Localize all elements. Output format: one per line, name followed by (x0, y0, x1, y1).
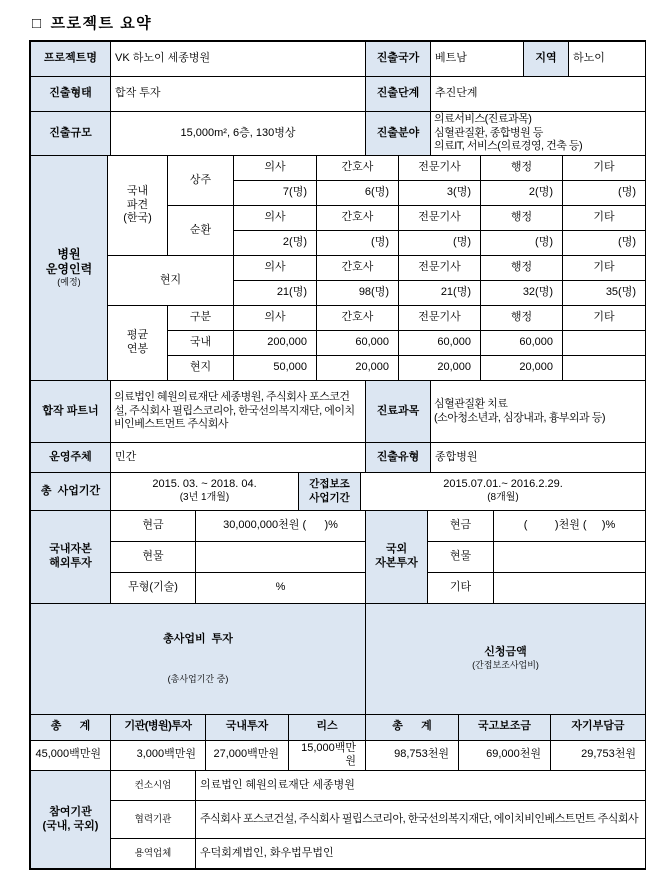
participants-row-consortium (31, 771, 646, 801)
salary-local-value: 50,000 (234, 356, 317, 381)
service-value: 우덕회계법인, 화우법무법인 (196, 839, 646, 869)
entry-type-label: 진출형태 (31, 77, 111, 112)
domestic-cash-value: 30,000,000천원 ( )% (196, 511, 366, 542)
col-header-doctor: 의사 (234, 156, 317, 181)
personnel-group-line2: 운영인력 (45, 262, 93, 277)
foreign-etc-label: 기타 (428, 573, 494, 604)
dept-label: 진료과목 (366, 381, 431, 443)
personnel-group-label (31, 156, 108, 381)
total-budget-note: (총사업기간 중) (167, 673, 229, 684)
field-line: 의료IT, 서비스(의료경영, 건축 등) (434, 140, 583, 153)
salary-type-label: 구분 (168, 306, 234, 331)
foreign-etc-value (494, 573, 646, 604)
dept-value (431, 381, 646, 443)
salary-domestic-value: 60,000 (481, 331, 563, 356)
field-line: 의료서비스(진료과목) (434, 112, 532, 125)
col-header-technician: 전문기사 (399, 306, 481, 331)
salary-label-line: 평균 (126, 329, 149, 342)
summary-table (29, 40, 646, 870)
salary-label (108, 306, 168, 381)
salary-label-line: 연봉 (126, 343, 149, 355)
budget-col-lease: 리스 (289, 714, 366, 740)
participants-label-line: (국내, 국외) (42, 819, 99, 832)
budget-col-domestic: 국내투자 (206, 714, 289, 740)
partner-label: 합작 파트너 (31, 381, 111, 443)
participants-label-line: 참여기관 (49, 805, 92, 818)
participants-row-cooperators (31, 801, 646, 839)
foreign-capital-line: 자본투자 (375, 557, 418, 569)
foreign-capital-line: 국외 (385, 543, 408, 556)
col-header-admin: 행정 (481, 256, 563, 281)
period-label: 총 사업기간 (31, 473, 111, 511)
entry-stage-label: 진출단계 (366, 77, 431, 112)
operator-label: 운영주체 (31, 443, 111, 473)
salary-domestic-value: 60,000 (399, 331, 481, 356)
row-period (31, 473, 646, 511)
local-value: 32(명) (481, 281, 563, 306)
indirect-period-note: (8개월) (487, 492, 519, 504)
budget-value: 29,753천원 (551, 740, 646, 771)
personnel-header-row (31, 156, 646, 181)
country-label: 진출국가 (366, 42, 431, 77)
budget-value: 3,000백만원 (111, 740, 206, 771)
local-value: 98(명) (317, 281, 399, 306)
personnel-group-line1: 병원 (57, 247, 81, 262)
row-partner (31, 381, 646, 443)
indirect-period-label-line: 간접보조 (309, 478, 350, 491)
period-table (30, 472, 646, 511)
col-header-doctor: 의사 (234, 256, 317, 281)
budget-value: 69,000천원 (459, 740, 551, 771)
budget-col-subsidy: 국고보조금 (459, 714, 551, 740)
col-header-etc: 기타 (563, 206, 646, 231)
project-name-value: VK 하노이 세종병원 (111, 42, 366, 77)
budget-value: 27,000백만원 (206, 740, 289, 771)
entry-stage-value: 추진단계 (431, 77, 646, 112)
row-scale (31, 112, 646, 156)
dispatch-line: (한국) (123, 212, 152, 225)
rotation-value: (명) (563, 231, 646, 256)
domestic-inkind-value (196, 542, 366, 573)
foreign-cash-label: 현금 (428, 511, 494, 542)
rotation-value: 2(명) (234, 231, 317, 256)
domestic-inkind-label: 현물 (111, 542, 196, 573)
partner-value: 의료법인 혜원의료재단 세종병원, 주식회사 포스코건설, 주식회사 필립스코리아, 한국선의복지재단, 에이치비인베스트먼트 주식회사 (111, 381, 366, 443)
page-title-text: 프로젝트 요약 (50, 15, 153, 32)
row-entry-type (31, 77, 646, 112)
col-header-doctor: 의사 (234, 306, 317, 331)
project-name-label: 프로젝트명 (31, 42, 111, 77)
period-note: (3년 1개월) (179, 492, 230, 504)
period-value (111, 473, 299, 511)
budget-value: 15,000백만원 (289, 740, 366, 771)
indirect-period-dates: 2015.07.01.~ 2016.2.29. (443, 478, 563, 491)
col-header-doctor: 의사 (234, 206, 317, 231)
dept-line: (소아청소년과, 심장내과, 흉부외과 등) (434, 411, 605, 424)
period-dates: 2015. 03. ~ 2018. 04. (152, 478, 257, 491)
field-label: 진출분야 (366, 112, 431, 156)
domestic-capital-label (31, 511, 111, 604)
indirect-period-value (361, 473, 646, 511)
dept-line: 심혈관질환 치료 (434, 397, 508, 410)
budget-col-hospital: 기관(병원)투자 (111, 714, 206, 740)
entry-kind-value: 종합병원 (431, 443, 646, 473)
resident-value: 6(명) (317, 181, 399, 206)
checkbox-icon: □ (32, 15, 43, 32)
col-header-etc: 기타 (563, 156, 646, 181)
salary-domestic-value: 60,000 (317, 331, 399, 356)
salary-domestic-value: 200,000 (234, 331, 317, 356)
personnel-table (30, 155, 646, 381)
scale-value: 15,000m², 6층, 130병상 (111, 112, 366, 156)
request-header (366, 604, 646, 715)
budget-section-headers (31, 604, 646, 715)
budget-table (30, 603, 646, 771)
country-value: 베트남 (431, 42, 524, 77)
budget-col-self: 자기부담금 (551, 714, 646, 740)
participants-label (31, 771, 111, 869)
total-budget-header (31, 604, 366, 715)
field-line: 심혈관질환, 종합병원 등 (434, 126, 543, 139)
domestic-intangible-value: % (196, 573, 366, 604)
local-value: 35(명) (563, 281, 646, 306)
consortium-value: 의료법인 혜원의료재단 세종병원 (196, 771, 646, 801)
foreign-cash-value: ( )천원 ( )% (494, 511, 646, 542)
rotation-value: (명) (317, 231, 399, 256)
capital-row-intangible (31, 573, 646, 604)
budget-col-request-total: 총 계 (366, 714, 459, 740)
foreign-inkind-label: 현물 (428, 542, 494, 573)
participants-row-service (31, 839, 646, 869)
col-header-technician: 전문기사 (399, 206, 481, 231)
capital-row-inkind (31, 542, 646, 573)
participants-table (30, 770, 646, 869)
consortium-label: 컨소시엄 (111, 771, 196, 801)
col-header-nurse: 간호사 (317, 256, 399, 281)
salary-local-value: 20,000 (317, 356, 399, 381)
col-header-technician: 전문기사 (399, 256, 481, 281)
total-budget-title: 총사업비 투자 (163, 632, 233, 645)
overview-table (30, 41, 646, 156)
col-header-technician: 전문기사 (399, 156, 481, 181)
local-value: 21(명) (234, 281, 317, 306)
personnel-group-note: (예정) (57, 277, 81, 288)
cooperators-value: 주식회사 포스코건설, 주식회사 필립스코리아, 한국선의복지재단, 에이치비인베스트먼트 주식회사 (196, 801, 646, 839)
domestic-capital-line: 국내자본 (49, 543, 92, 556)
resident-value: 2(명) (481, 181, 563, 206)
resident-label: 상주 (168, 156, 234, 206)
domestic-cash-label: 현금 (111, 511, 196, 542)
col-header-etc: 기타 (563, 306, 646, 331)
col-header-nurse: 간호사 (317, 206, 399, 231)
dispatch-line: 파견 (126, 198, 149, 211)
region-label: 지역 (524, 42, 569, 77)
rotation-label: 순환 (168, 206, 234, 256)
service-label: 용역업체 (111, 839, 196, 869)
salary-local-value: 20,000 (399, 356, 481, 381)
scale-label: 진출규모 (31, 112, 111, 156)
budget-col-total: 총 계 (31, 714, 111, 740)
page-title (32, 12, 152, 33)
salary-local-value: 20,000 (481, 356, 563, 381)
row-project (31, 42, 646, 77)
col-header-nurse: 간호사 (317, 156, 399, 181)
resident-value: 3(명) (399, 181, 481, 206)
request-note: (간접보조사업비) (472, 660, 539, 670)
field-value (431, 112, 646, 156)
rotation-value: (명) (481, 231, 563, 256)
indirect-period-label-line: 사업기간 (309, 491, 350, 504)
cooperators-label: 협력기관 (111, 801, 196, 839)
indirect-period-label (299, 473, 361, 511)
entry-type-value: 합작 투자 (111, 77, 366, 112)
budget-column-headers (31, 714, 646, 740)
local-label: 현지 (108, 256, 234, 306)
partner-table (30, 380, 646, 473)
budget-values-row (31, 740, 646, 771)
rotation-value: (명) (399, 231, 481, 256)
resident-value: (명) (563, 181, 646, 206)
region-value: 하노이 (569, 42, 646, 77)
request-title: 신청금액 (484, 646, 527, 659)
budget-value: 45,000백만원 (31, 740, 111, 771)
local-value: 21(명) (399, 281, 481, 306)
col-header-admin: 행정 (481, 306, 563, 331)
budget-value: 98,753천원 (366, 740, 459, 771)
operator-value: 민간 (111, 443, 366, 473)
col-header-admin: 행정 (481, 156, 563, 181)
col-header-etc: 기타 (563, 256, 646, 281)
domestic-capital-line: 해외투자 (49, 557, 92, 569)
entry-kind-label: 진출유형 (366, 443, 431, 473)
capital-row-cash (31, 511, 646, 542)
col-header-nurse: 간호사 (317, 306, 399, 331)
salary-domestic-label: 국내 (168, 331, 234, 356)
row-operator (31, 443, 646, 473)
resident-value: 7(명) (234, 181, 317, 206)
salary-header-row (31, 306, 646, 331)
dispatch-line: 국내 (126, 184, 149, 197)
salary-local-value (563, 356, 646, 381)
capital-table (30, 510, 646, 604)
foreign-inkind-value (494, 542, 646, 573)
col-header-admin: 행정 (481, 206, 563, 231)
salary-local-label: 현지 (168, 356, 234, 381)
dispatch-label (108, 156, 168, 256)
salary-domestic-value (563, 331, 646, 356)
domestic-intangible-label: 무형(기술) (111, 573, 196, 604)
local-header-row (31, 256, 646, 281)
foreign-capital-label (366, 511, 428, 604)
